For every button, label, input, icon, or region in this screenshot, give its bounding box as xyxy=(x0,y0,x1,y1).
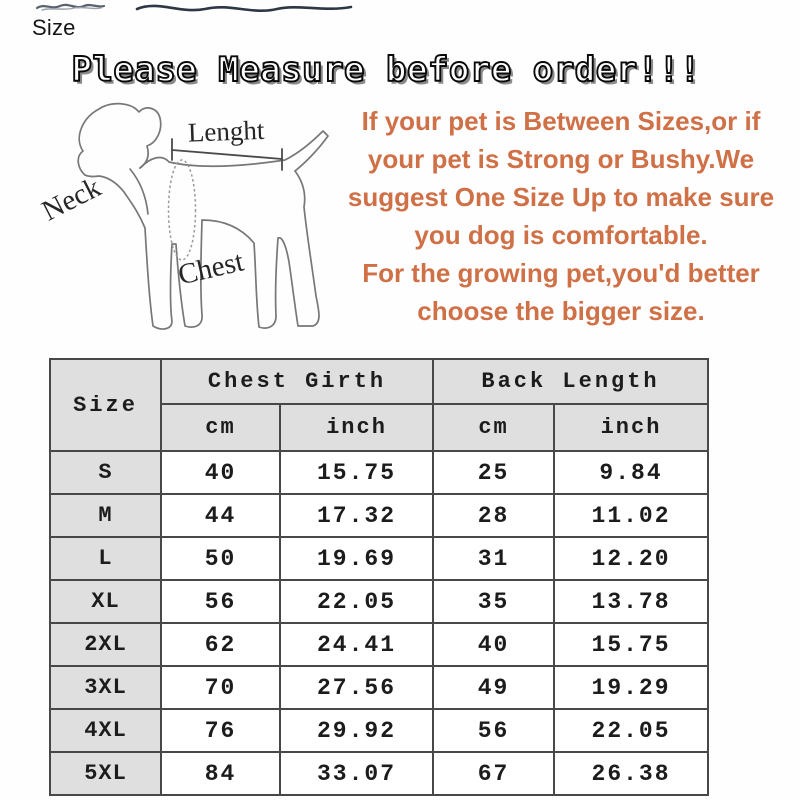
back-cm-cell: 25 xyxy=(433,451,554,494)
advice-line: choose the bigger size. xyxy=(417,296,705,326)
chest-inch-cell: 22.05 xyxy=(280,580,433,623)
col-header-back-length: Back Length xyxy=(433,359,708,404)
back-inch-cell: 12.20 xyxy=(554,537,708,580)
chest-cm-cell: 56 xyxy=(161,580,280,623)
back-cm-cell: 28 xyxy=(433,494,554,537)
advice-line: For the growing pet,you'd better xyxy=(362,258,760,288)
table-row xyxy=(50,752,708,795)
back-inch-cell: 9.84 xyxy=(554,451,708,494)
back-inch-cell: 11.02 xyxy=(554,494,708,537)
chest-cm-cell: 44 xyxy=(161,494,280,537)
title-wrap xyxy=(0,50,772,90)
chest-cm-cell: 70 xyxy=(161,666,280,709)
back-inch-cell: 13.78 xyxy=(554,580,708,623)
dog-outline-icon xyxy=(28,93,343,340)
table-row xyxy=(50,623,708,666)
back-inch-cell: 22.05 xyxy=(554,709,708,752)
measure-advice-text xyxy=(322,102,800,330)
chest-inch-cell: 29.92 xyxy=(280,709,433,752)
chest-cm-cell: 40 xyxy=(161,451,280,494)
back-cm-cell: 67 xyxy=(433,752,554,795)
subheader-back-inch: inch xyxy=(554,404,708,451)
back-cm-cell: 49 xyxy=(433,666,554,709)
table-row xyxy=(50,709,708,752)
neck-label: Neck xyxy=(36,171,106,228)
chest-label: Chest xyxy=(175,245,247,292)
scribble-lines-icon xyxy=(0,0,800,18)
size-cell: XL xyxy=(50,580,161,623)
subheader-chest-cm: cm xyxy=(161,404,280,451)
back-cm-cell: 35 xyxy=(433,580,554,623)
back-inch-cell: 26.38 xyxy=(554,752,708,795)
back-inch-cell: 15.75 xyxy=(554,623,708,666)
size-cell: S xyxy=(50,451,161,494)
chest-inch-cell: 33.07 xyxy=(280,752,433,795)
chest-inch-cell: 17.32 xyxy=(280,494,433,537)
chest-cm-cell: 50 xyxy=(161,537,280,580)
top-scribble-decoration xyxy=(0,0,800,18)
dog-measurement-diagram xyxy=(28,93,343,340)
advice-line: you dog is comfortable. xyxy=(414,220,708,250)
size-cell: M xyxy=(50,494,161,537)
chest-inch-cell: 27.56 xyxy=(280,666,433,709)
size-cell: L xyxy=(50,537,161,580)
table-row xyxy=(50,494,708,537)
subheader-chest-inch: inch xyxy=(280,404,433,451)
chest-cm-cell: 84 xyxy=(161,752,280,795)
advice-line: your pet is Strong or Bushy.We xyxy=(367,144,755,174)
chest-inch-cell: 24.41 xyxy=(280,623,433,666)
size-cell: 4XL xyxy=(50,709,161,752)
chest-cm-cell: 62 xyxy=(161,623,280,666)
subheader-back-cm: cm xyxy=(433,404,554,451)
col-header-chest-girth: Chest Girth xyxy=(161,359,433,404)
length-label: Lenght xyxy=(187,114,265,148)
table-header-row xyxy=(50,359,708,404)
size-table xyxy=(49,358,709,796)
chest-inch-cell: 15.75 xyxy=(280,451,433,494)
page-title: Please Measure before order!!! xyxy=(71,50,701,90)
size-corner-label: Size xyxy=(32,15,76,40)
back-cm-cell: 31 xyxy=(433,537,554,580)
chest-cm-cell: 76 xyxy=(161,709,280,752)
back-inch-cell: 19.29 xyxy=(554,666,708,709)
size-cell: 5XL xyxy=(50,752,161,795)
table-row xyxy=(50,451,708,494)
back-cm-cell: 40 xyxy=(433,623,554,666)
advice-line: If your pet is Between Sizes,or if xyxy=(361,106,761,136)
table-row xyxy=(50,580,708,623)
table-row xyxy=(50,666,708,709)
table-row xyxy=(50,537,708,580)
size-cell: 2XL xyxy=(50,623,161,666)
col-header-size: Size xyxy=(50,359,161,451)
size-cell: 3XL xyxy=(50,666,161,709)
advice-line: suggest One Size Up to make sure xyxy=(347,182,775,212)
back-cm-cell: 56 xyxy=(433,709,554,752)
chest-inch-cell: 19.69 xyxy=(280,537,433,580)
